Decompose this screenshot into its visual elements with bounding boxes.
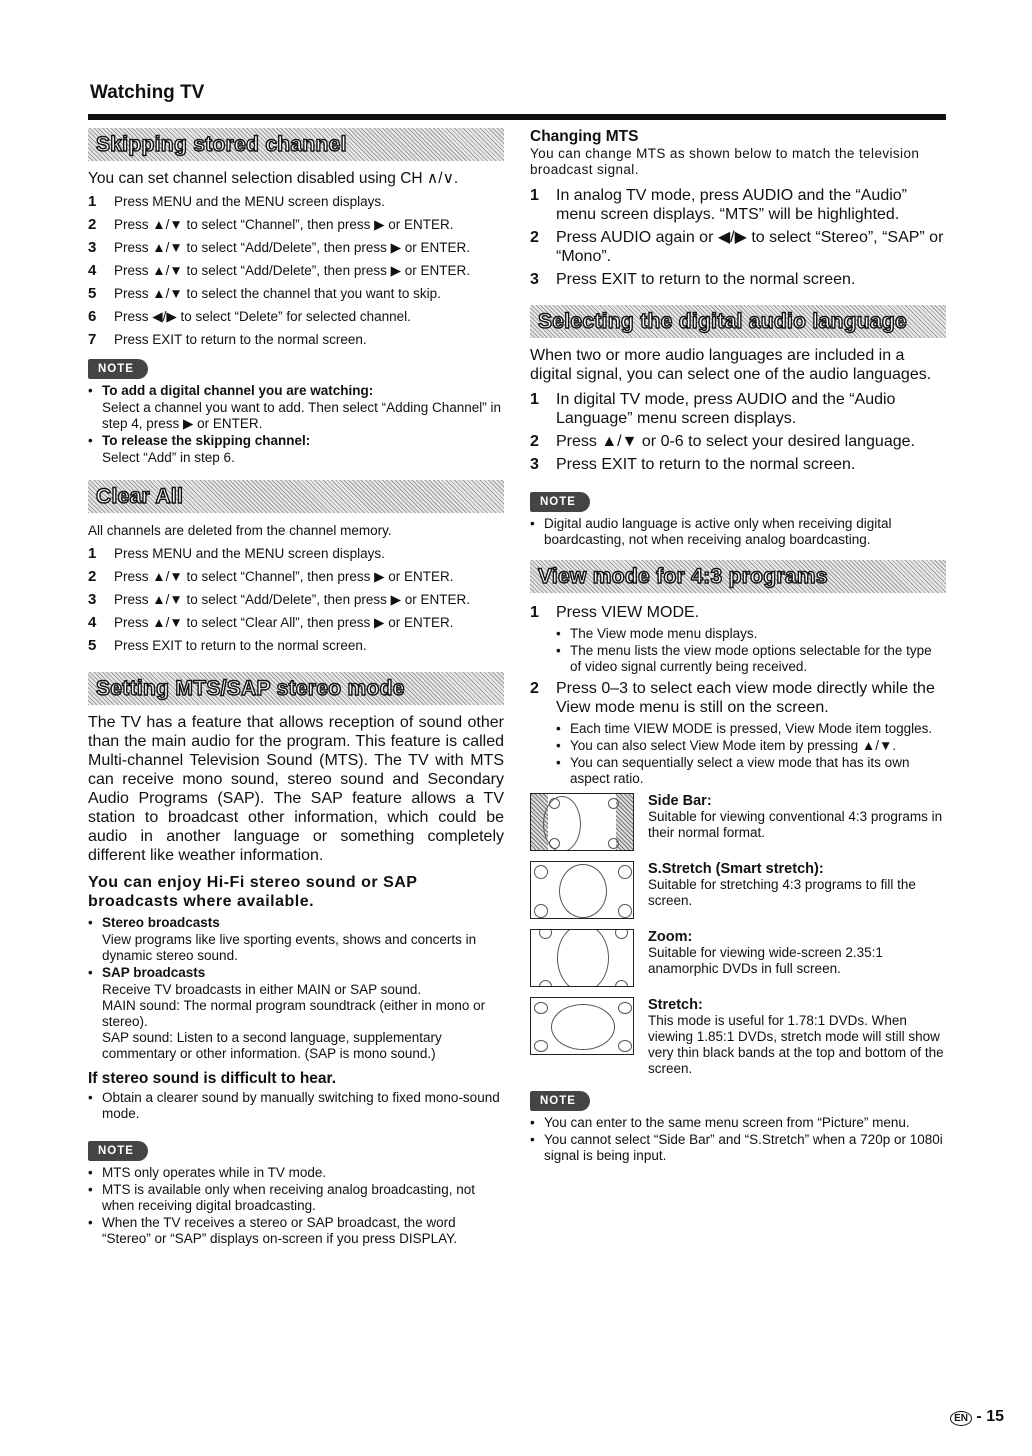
bullet-text: You cannot select “Side Bar” and “S.Stretch” when a 720p or 1080i signal is being input. — [544, 1132, 943, 1163]
change-steps-item — [530, 228, 946, 266]
step-text: Press ◀/▶ to select “Delete” for selected channel. — [114, 309, 411, 324]
step-text: Press EXIT to return to the normal screen. — [556, 271, 856, 288]
section-title-view: View mode for 4:3 programs — [530, 560, 946, 593]
step-text: Press ▲/▼ to select “Channel”, then press ▶ or ENTER. — [114, 217, 454, 232]
section-title-mts: Setting MTS/SAP stereo mode — [88, 672, 504, 705]
digital-steps-item — [530, 455, 946, 474]
view-mode-item — [530, 997, 946, 1077]
step-number: 6 — [88, 308, 97, 325]
step-text: Press ▲/▼ to select the channel that you want to skip. — [114, 286, 441, 301]
change-steps — [530, 186, 946, 289]
clear-steps-item — [88, 569, 504, 585]
stereo-head: Stereo broadcasts — [102, 915, 220, 930]
skip-steps-item — [88, 217, 504, 233]
stereo-body: View programs like live sporting events, shows and concerts in dynamic stereo sound. — [102, 932, 477, 963]
clear-steps-item — [88, 638, 504, 654]
view-mode-item — [530, 861, 946, 919]
skip-steps-item — [88, 240, 504, 256]
clear-steps-item — [88, 592, 504, 608]
step-number: 5 — [88, 637, 97, 654]
bullet-item: • When the TV receives a stereo or SAP broadcast, the word “Stereo” or “SAP” displays on-screen if you press DISPLAY. — [88, 1215, 504, 1247]
view-mode-thumbnail — [530, 997, 634, 1055]
skip-note-2-body: Select “Add” in step 6. — [102, 450, 235, 465]
mts-enjoy-heading: You can enjoy Hi-Fi stereo sound or SAP broadcasts where available. — [88, 874, 418, 910]
skip-note-2-head: To release the skipping channel: — [102, 433, 311, 448]
sap-head: SAP broadcasts — [102, 965, 206, 980]
difficult-body: Obtain a clearer sound by manually switching to fixed mono-sound mode. — [102, 1090, 500, 1121]
view-mode-desc: Suitable for viewing conventional 4:3 programs in their normal format. — [648, 809, 943, 840]
step-text: Press AUDIO again or ◀/▶ to select “Stereo”, “SAP” or “Mono”. — [556, 229, 944, 265]
step-number: 3 — [530, 456, 539, 473]
bullet-item: • You can sequentially select a view mode that has its own aspect ratio. — [556, 755, 946, 787]
bullet-item: • Each time VIEW MODE is pressed, View Mode item toggles. — [556, 721, 933, 736]
skip-steps-item — [88, 309, 504, 325]
skip-note-1-head: To add a digital channel you are watching: — [102, 383, 374, 398]
step-number: 1 — [88, 545, 97, 562]
skip-steps-item — [88, 286, 504, 302]
bullet-text: You can enter to the same menu screen from “Picture” menu. — [544, 1115, 910, 1130]
step-number: 3 — [530, 271, 539, 288]
skip-steps-item — [88, 263, 504, 279]
digital-steps-item — [530, 432, 946, 451]
bullet-item: • The View mode menu displays. — [556, 626, 758, 641]
page-number — [950, 1408, 1004, 1426]
digital-intro: When two or more audio languages are included in a digital signal, you can select one of the audio languages. — [530, 347, 932, 383]
skip-steps — [88, 194, 504, 348]
view-mode-item — [530, 793, 946, 851]
view-step-2: Press 0–3 to select each view mode directly while the View mode menu is still on the screen. — [556, 680, 935, 716]
clear-steps-item — [88, 615, 504, 631]
step-number: 2 — [88, 568, 97, 585]
step-number: 2 — [530, 433, 539, 450]
step-number: 1 — [530, 391, 539, 408]
view-mode-thumbnail — [530, 861, 634, 919]
mts-intro: The TV has a feature that allows reception of sound other than the main audio for the program. This feature is called Multi-channel Television Sound (MTS). The TV with MTS can receive mono sound, stereo sound and Secondary Audio Programs (SAP). The SAP feature allows a TV station to broadcast other information, which could be audio in another language or something completely different like weather information. — [88, 714, 504, 864]
step-number: 2 — [88, 216, 97, 233]
step-text: Press MENU and the MENU screen displays. — [114, 546, 385, 561]
step-number: 3 — [88, 591, 97, 608]
step-text: Press ▲/▼ or 0-6 to select your desired language. — [556, 433, 915, 450]
change-steps-item — [530, 186, 946, 224]
view-mode-desc: This mode is useful for 1.78:1 DVDs. When viewing 1.85:1 DVDs, stretch mode will still show very thin black bands at the top and bottom of the screen. — [648, 1013, 944, 1076]
step-number: 7 — [88, 331, 97, 348]
change-steps-item — [530, 270, 946, 289]
view-notes — [530, 1115, 946, 1164]
step-text: Press ▲/▼ to select “Add/Delete”, then press ▶ or ENTER. — [114, 240, 470, 255]
sap-body: Receive TV broadcasts in either MAIN or SAP sound. — [102, 982, 422, 997]
step-text: Press ▲/▼ to select “Add/Delete”, then press ▶ or ENTER. — [114, 592, 470, 607]
right-column: Changing MTS You can change MTS as shown below to match the television broadcast signal. 1 In analog TV mode, press AUDIO and the “Audio” menu screen displays. “MTS” will be highlighted. 2 Press AUDIO again or ◀/▶ to select “Stereo”, “SAP” or “Mono”. 3 Press EXIT to return to the normal screen. Selecting the digital audio language When two or more audio languages are included in a digital signal, you can select one of the audio languages. 1 In digital TV mode, press AUDIO and the “Audio Language” menu screen displays. 2 Press ▲/▼ or 0-6 to select your desired language. 3 Press EXIT to return to the normal screen. NOTE • Digital audio language is active only when receiving digital boardcasting, not when receiving analog boardcasting. View mode for 4:3 programs 1 Press VIEW MODE. • The View mode menu displays. • The menu lists the view mode options selectable for the type of video signal currently being received. 2 Press 0–3 to select each view mode directly while the View mode menu is still on the screen. • Each time VIEW MODE is pressed, View Mode item toggles. • You can also select View Mode item by pressing ▲/▼. • You can sequentially select a view mode that has its own aspect ratio. Side Bar: Suitable for viewing conventional 4:3 programs in their normal format. S.Stretch (Smart stretch): Suitable for stretching 4:3 programs to fill the screen. Zoom: Suitable for viewing wide-screen 2.35:1 anamorphic DVDs in full screen. Stretch: This mode is useful for 1.78:1 DVDs. When viewing 1.85:1 DVDs, stretch mode will still show very thin black bands at the top and bottom of the screen. NOTE • You can enter to the same menu screen from “Picture” menu. • You cannot select “Side Bar” and “S.Stretch” when a 720p or 1080i signal is being input. — [530, 124, 946, 1165]
bullet-item: • You can enter to the same menu screen from “Picture” menu. — [530, 1115, 910, 1130]
step-number: 4 — [88, 262, 97, 279]
step-number: 2 — [530, 229, 539, 246]
skip-note-1-body: Select a channel you want to add. Then select “Adding Channel” in step 4, press ▶ or ENTER. — [102, 400, 502, 431]
step-text: Press EXIT to return to the normal screen. — [114, 638, 367, 653]
bullet-text: You can sequentially select a view mode that has its own aspect ratio. — [570, 755, 910, 786]
step-number: 3 — [88, 239, 97, 256]
step-number: 5 — [88, 285, 97, 302]
changing-mts-intro: You can change MTS as shown below to match the television broadcast signal. — [530, 146, 920, 177]
view-step-2-bullets — [530, 721, 946, 787]
bullet-text: You can also select View Mode item by pressing ▲/▼. — [570, 738, 897, 753]
bullet-item: • You cannot select “Side Bar” and “S.Stretch” when a 720p or 1080i signal is being input. — [530, 1132, 946, 1164]
step-text: Press EXIT to return to the normal screen. — [556, 456, 856, 473]
bullet-item: • The menu lists the view mode options selectable for the type of video signal currently being received. — [556, 643, 946, 675]
view-mode-thumbnail — [530, 793, 634, 851]
skip-intro: You can set channel selection disabled using CH ∧/∨. — [88, 170, 459, 187]
note-badge: NOTE — [88, 1141, 148, 1161]
view-mode-title: Stretch: — [648, 997, 703, 1013]
note-badge: NOTE — [530, 1091, 590, 1111]
bullet-text: Each time VIEW MODE is pressed, View Mode item toggles. — [570, 721, 933, 736]
left-column: Skipping stored channel You can set channel selection disabled using CH ∧/∨. 1 Press MENU and the MENU screen displays. 2 Press ▲/▼ to select “Channel”, then press ▶ or ENTER. 3 Press ▲/▼ to select “Add/Delete”, then press ▶ or ENTER. 4 Press ▲/▼ to select “Add/Delete”, then press ▶ or ENTER. 5 Press ▲/▼ to select the channel that you want to skip. 6 Press ◀/▶ to select “Delete” for selected channel. 7 Press EXIT to return to the normal screen. NOTE • To add a digital channel you are watching: Select a channel you want to add. Then select “Adding Channel” in step 4, press ▶ or ENTER. • To release the skipping channel: Select “Add” in step 6. Clear All All channels are deleted from the channel memory. 1 Press MENU and the MENU screen displays. 2 Press ▲/▼ to select “Channel”, then press ▶ or ENTER. 3 Press ▲/▼ to select “Add/Delete”, then press ▶ or ENTER. 4 Press ▲/▼ to select “Clear All”, then press ▶ or ENTER. 5 Press EXIT to return to the normal screen. Setting MTS/SAP stereo mode The TV has a feature that allows reception of sound other than the main audio for the program. This feature is called Multi-channel Television Sound (MTS). The TV with MTS can receive mono sound, stereo sound and Secondary Audio Programs (SAP). The SAP feature allows a TV station to broadcast other information, which could be audio in another language or something completely different like weather information. You can enjoy Hi-Fi stereo sound or SAP broadcasts where available. • Stereo broadcasts View programs like live sporting events, shows and concerts in dynamic stereo sound. • SAP broadcasts Receive TV broadcasts in either MAIN or SAP sound. MAIN sound: The normal program soundtrack (either in mono or stereo). SAP sound: Listen to a second language, supplementary commentary or other information. (SAP is mono sound.) If stereo sound is difficult to hear. • Obtain a clearer sound by manually switching to fixed mono-sound mode. NOTE • MTS only operates while in TV mode. • MTS is available only when receiving analog broadcasting, not when receiving digital broadcasting. • When the TV receives a stereo or SAP broadcast, the word “Stereo” or “SAP” displays on-screen if you press DISPLAY. — [88, 124, 504, 1248]
digital-note: Digital audio language is active only when receiving digital boardcasting, not when receiving analog boardcasting. — [544, 516, 892, 547]
step-text: In digital TV mode, press AUDIO and the “Audio Language” menu screen displays. — [556, 391, 896, 427]
step-text: Press EXIT to return to the normal screen. — [114, 332, 367, 347]
step-text: Press ▲/▼ to select “Channel”, then press ▶ or ENTER. — [114, 569, 454, 584]
skip-steps-item — [88, 332, 504, 348]
page-header: Watching TV — [90, 82, 205, 103]
view-mode-title: Zoom: — [648, 929, 693, 945]
note-badge: NOTE — [88, 359, 148, 379]
view-modes — [530, 793, 946, 1077]
step-text: Press ▲/▼ to select “Add/Delete”, then press ▶ or ENTER. — [114, 263, 470, 278]
en-badge: EN — [950, 1411, 972, 1426]
bullet-item: • MTS is available only when receiving analog broadcasting, not when receiving digital broadcasting. — [88, 1182, 504, 1214]
page-number-text: - 15 — [976, 1408, 1004, 1425]
main-sound: MAIN sound: The normal program soundtrack (either in mono or stereo). — [102, 998, 486, 1029]
section-title-clear: Clear All — [88, 480, 504, 513]
difficult-heading: If stereo sound is difficult to hear. — [88, 1070, 337, 1087]
bullet-text: The menu lists the view mode options selectable for the type of video signal currently being received. — [570, 643, 932, 674]
view-mode-desc: Suitable for viewing wide-screen 2.35:1 anamorphic DVDs in full screen. — [648, 945, 883, 976]
section-title-skip: Skipping stored channel — [88, 128, 504, 161]
bullet-text: MTS only operates while in TV mode. — [102, 1165, 327, 1180]
section-title-digital: Selecting the digital audio language — [530, 305, 946, 338]
bullet-text: MTS is available only when receiving analog broadcasting, not when receiving digital broadcasting. — [102, 1182, 475, 1213]
bullet-item: • You can also select View Mode item by pressing ▲/▼. — [556, 738, 897, 753]
changing-mts-heading: Changing MTS — [530, 128, 639, 145]
view-mode-item — [530, 929, 946, 987]
step-text: In analog TV mode, press AUDIO and the “Audio” menu screen displays. “MTS” will be highlighted. — [556, 187, 908, 223]
bullet-text: The View mode menu displays. — [570, 626, 758, 641]
digital-steps — [530, 390, 946, 474]
sap-sound: SAP sound: Listen to a second language, supplementary commentary or other information. (SAP is mono sound.) — [102, 1030, 442, 1061]
clear-steps-item — [88, 546, 504, 562]
step-number: 1 — [88, 193, 97, 210]
view-step-1-bullets — [530, 626, 946, 675]
bullet-text: When the TV receives a stereo or SAP broadcast, the word “Stereo” or “SAP” displays on-screen if you press DISPLAY. — [102, 1215, 458, 1246]
clear-intro: All channels are deleted from the channel memory. — [88, 523, 392, 538]
view-mode-title: Side Bar: — [648, 793, 712, 809]
bullet-item: • MTS only operates while in TV mode. — [88, 1165, 327, 1180]
mts-notes — [88, 1165, 504, 1247]
digital-steps-item — [530, 390, 946, 428]
clear-steps — [88, 546, 504, 654]
step-number: 4 — [88, 614, 97, 631]
view-mode-title: S.Stretch (Smart stretch): — [648, 861, 824, 877]
view-mode-thumbnail — [530, 929, 634, 987]
step-text: Press ▲/▼ to select “Clear All”, then press ▶ or ENTER. — [114, 615, 454, 630]
header-rule — [88, 114, 946, 120]
note-badge: NOTE — [530, 492, 590, 512]
view-step-1: Press VIEW MODE. — [556, 604, 700, 621]
step-number: 1 — [530, 187, 539, 204]
skip-steps-item — [88, 194, 504, 210]
step-text: Press MENU and the MENU screen displays. — [114, 194, 385, 209]
view-mode-desc: Suitable for stretching 4:3 programs to fill the screen. — [648, 877, 916, 908]
